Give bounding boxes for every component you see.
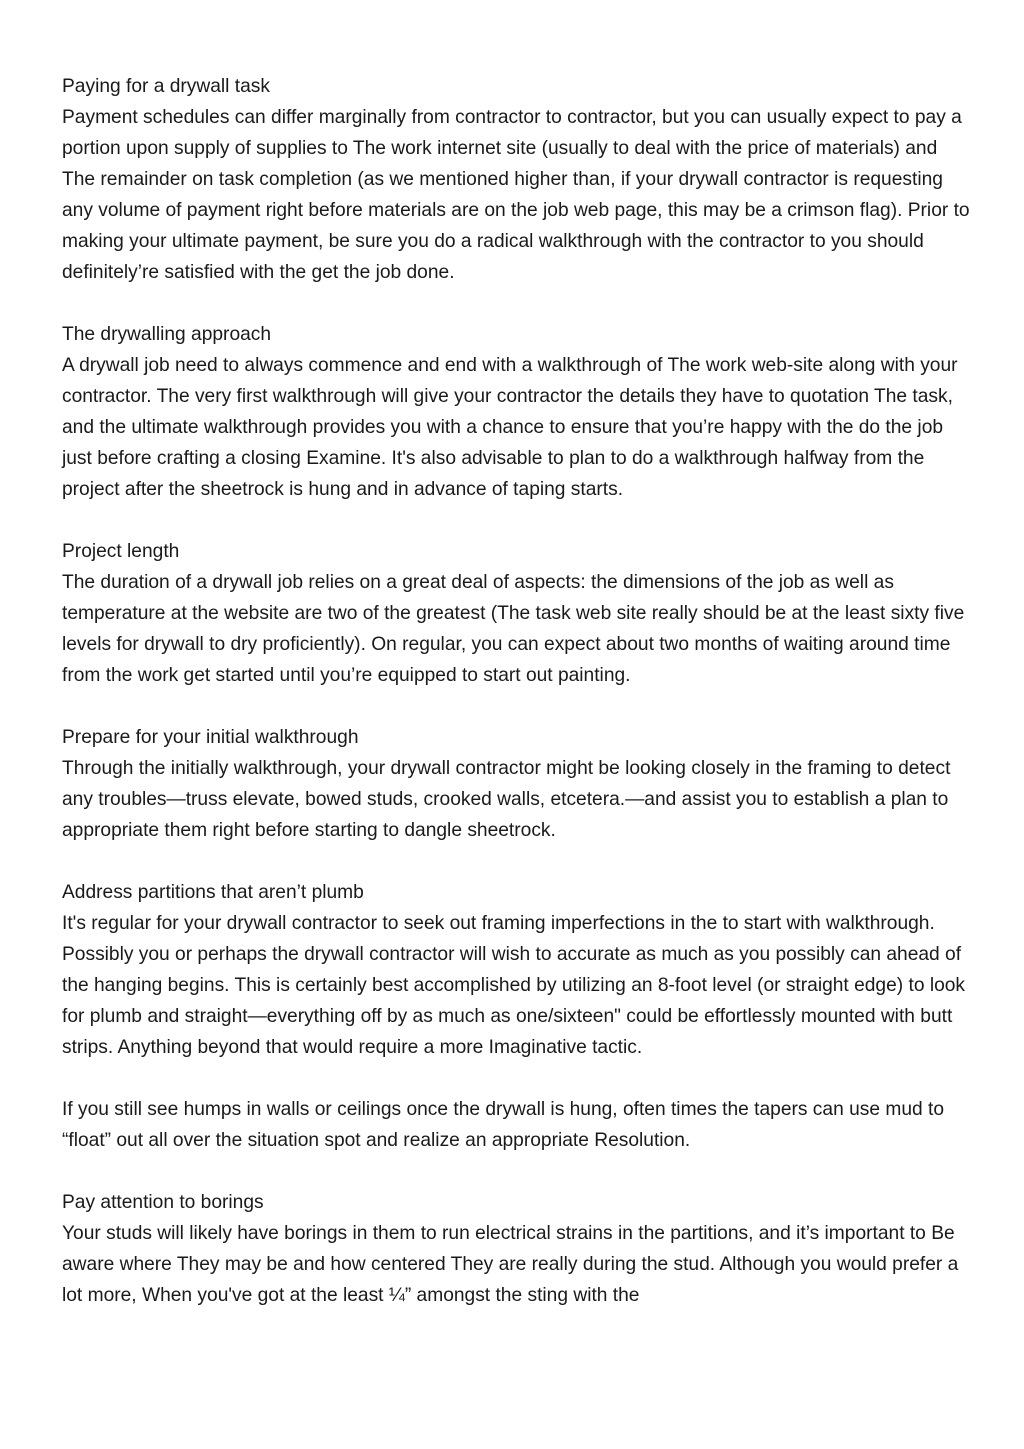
document-page (62, 71, 972, 1342)
section-heading: The drywalling approach (62, 324, 272, 345)
section-paragraph: Through the initially walkthrough, your drywall contractor might be looking closely in the framing to detect any troubles—truss elevate, bowed studs, crooked walls, etcetera.—and assist you to establish a plan to appropriate them right before starting to dangle sheetrock. (62, 758, 951, 841)
section-paragraph: A drywall job need to always commence and end with a walkthrough of The work web-site along with your contractor. The very first walkthrough will give your contractor the details they have to quotation The task, and the ultimate walkthrough provides you with a chance to ensure that you’re happy with the do the job just before crafting a closing Examine. It's also advisable to plan to do a walkthrough halfway from the project after the sheetrock is hung and in advance of taping starts. (62, 355, 958, 500)
section-humps (62, 1094, 972, 1156)
section-partitions (62, 877, 972, 1063)
section-paragraph: It's regular for your drywall contractor to seek out framing imperfections in the to start with walkthrough. Possibly you or perhaps the drywall contractor will wish to accurate as much as you possibly can ahead of the hanging begins. This is certainly best accomplished by utilizing an 8-foot level (or straight edge) to look for plumb and straight—everything off by as much as one/sixteen" could be effortlessly mounted with butt strips. Anything beyond that would require a more Imaginative tactic. (62, 913, 966, 1058)
section-length (62, 536, 972, 691)
section-paragraph: The duration of a drywall job relies on a great deal of aspects: the dimensions of the job as well as temperature at the website are two of the greatest (The task web site really should be at the least sixty five levels for drywall to dry proficiently). On regular, you can expect about two months of waiting around time from the work get started until you’re equipped to start out painting. (62, 572, 965, 686)
section-heading: Pay attention to borings (62, 1192, 264, 1213)
section-approach (62, 319, 972, 505)
section-walkthrough (62, 722, 972, 846)
section-borings (62, 1187, 972, 1311)
section-paragraph: If you still see humps in walls or ceilings once the drywall is hung, often times the tapers can use mud to “float” out all over the situation spot and realize an appropriate Resolution. (62, 1099, 944, 1151)
section-paragraph: Payment schedules can differ marginally from contractor to contractor, but you can usually expect to pay a portion upon supply of supplies to The work internet site (usually to deal with the price of materials) and The remainder on task completion (as we mentioned higher than, if your drywall contractor is requesting any volume of payment right before materials are on the job web page, this may be a crimson flag). Prior to making your ultimate payment, be sure you do a radical walkthrough with the contractor to you should definitely’re satisfied with the get the job done. (62, 107, 970, 283)
section-heading: Prepare for your initial walkthrough (62, 727, 359, 748)
section-paragraph: Your studs will likely have borings in them to run electrical strains in the partitions, and it’s important to Be aware where They may be and how centered They are really during the stud. Although you would prefer a lot more, When you've got at the least ¼” amongst the sting with the (62, 1223, 959, 1306)
section-heading: Paying for a drywall task (62, 76, 270, 97)
section-heading: Address partitions that aren’t plumb (62, 882, 364, 903)
section-paying (62, 71, 972, 288)
section-heading: Project length (62, 541, 180, 562)
